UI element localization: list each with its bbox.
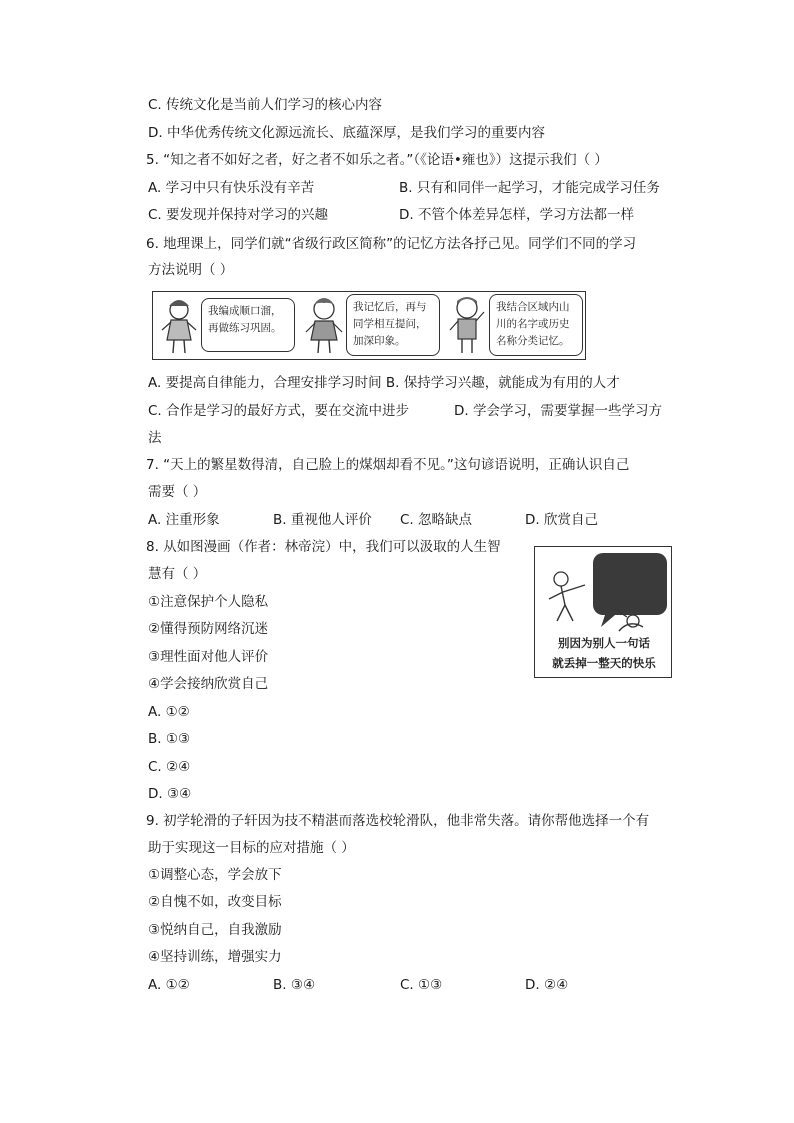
comic-drawing	[535, 547, 671, 633]
comic-caption-1: 别因为别人一句话	[558, 636, 650, 650]
bubble-2-line-1: 我记忆后，再与	[353, 301, 427, 313]
q9-option-a: A. ①②	[148, 977, 190, 993]
q8-statement-4: ④学会接纳欣赏自己	[148, 676, 269, 692]
q8-option-c: C. ②④	[148, 759, 191, 775]
bubble-3-line-1: 我结合区域内山	[496, 301, 570, 313]
girl-figure-1	[157, 296, 201, 356]
q5-option-b: B. 只有和同伴一起学习，才能完成学习任务	[399, 180, 660, 196]
comic-caption-2: 就丢掉一整天的快乐	[552, 656, 656, 670]
q6-option-c: C. 合作是学习的最好方式，要在交流中进步	[148, 403, 410, 419]
question-9-stem: 9. 初学轮滑的子轩因为技不精湛而落选校轮滑队，他非常失落。请你帮他选择一个有	[146, 813, 650, 829]
bubble-1-line-1: 我编成顺口溜，	[208, 305, 282, 317]
q5-option-c: C. 要发现并保持对学习的兴趣	[148, 207, 329, 223]
q8-option-b: B. ①③	[148, 731, 191, 747]
q9-statement-2: ②自愧不如，改变目标	[148, 894, 282, 910]
bubble-2	[346, 294, 440, 356]
bubble-3	[489, 294, 583, 356]
q7-option-c: C. 忽略缺点	[400, 512, 473, 528]
q4-option-d: D. 中华优秀传统文化源远流长、底蕴深厚，是我们学习的重要内容	[148, 125, 545, 141]
q8-option-d: D. ③④	[148, 786, 192, 802]
q9-option-d: D. ②④	[525, 977, 569, 993]
q8-statement-1: ①注意保护个人隐私	[148, 594, 269, 610]
q5-option-a: A. 学习中只有快乐没有辛苦	[148, 180, 315, 196]
q7-option-d: D. 欣赏自己	[525, 512, 598, 528]
boy-figure	[445, 294, 491, 356]
question-6-stem-cont: 方法说明（ ）	[148, 262, 234, 278]
q9-option-b: B. ③④	[273, 977, 316, 993]
q6-option-d: D. 学会学习，需要掌握一些学习方	[454, 403, 662, 419]
q9-statement-1: ①调整心态，学会放下	[148, 867, 282, 883]
q8-statement-2: ②懂得预防网络沉迷	[148, 621, 269, 637]
girl-figure-2	[301, 294, 347, 356]
question-7-stem-cont: 需要（ ）	[148, 484, 207, 500]
q6-option-d-cont: 法	[148, 430, 162, 446]
question-7-stem: 7. “天上的繁星数得清，自己脸上的煤烟却看不见。”这句谚语说明，正确认识自己	[146, 457, 630, 473]
bubble-1	[201, 298, 295, 352]
q7-option-a: A. 注重形象	[148, 512, 220, 528]
q4-option-c: C. 传统文化是当前人们学习的核心内容	[148, 97, 383, 113]
q8-statement-3: ③理性面对他人评价	[148, 649, 269, 665]
bubble-3-line-2: 川的名字或历史	[496, 318, 570, 330]
q6-figure	[152, 291, 586, 360]
question-9-stem-cont: 助于实现这一目标的应对措施（ ）	[148, 840, 355, 856]
bubble-2-line-3: 加深印象。	[353, 335, 406, 347]
q5-option-d: D. 不管个体差异怎样，学习方法都一样	[399, 207, 634, 223]
bubble-1-line-2: 再做练习巩固。	[208, 322, 282, 334]
q9-option-c: C. ①③	[400, 977, 443, 993]
q7-option-b: B. 重视他人评价	[273, 512, 372, 528]
bubble-2-line-2: 同学相互提问，	[353, 318, 427, 330]
question-5-stem: 5. “知之者不如好之者，好之者不如乐之者。”（《论语•雍也》）这提示我们（ ）	[146, 152, 608, 168]
bubble-3-line-3: 名称分类记忆。	[496, 335, 570, 347]
question-8-stem: 8. 从如图漫画（作者：林帝浣）中，我们可以汲取的人生智	[146, 539, 501, 555]
q9-statement-3: ③悦纳自己，自我激励	[148, 922, 282, 938]
q8-option-a: A. ①②	[148, 704, 190, 720]
q8-comic	[534, 546, 672, 678]
question-6-stem: 6. 地理课上，同学们就“省级行政区简称”的记忆方法各抒己见。同学们不同的学习	[146, 236, 637, 252]
q6-options-ab: A. 要提高自律能力，合理安排学习时间 B. 保持学习兴趣，就能成为有用的人才	[148, 375, 620, 391]
q9-statement-4: ④坚持训练，增强实力	[148, 949, 282, 965]
question-8-stem-cont: 慧有（ ）	[148, 566, 207, 582]
